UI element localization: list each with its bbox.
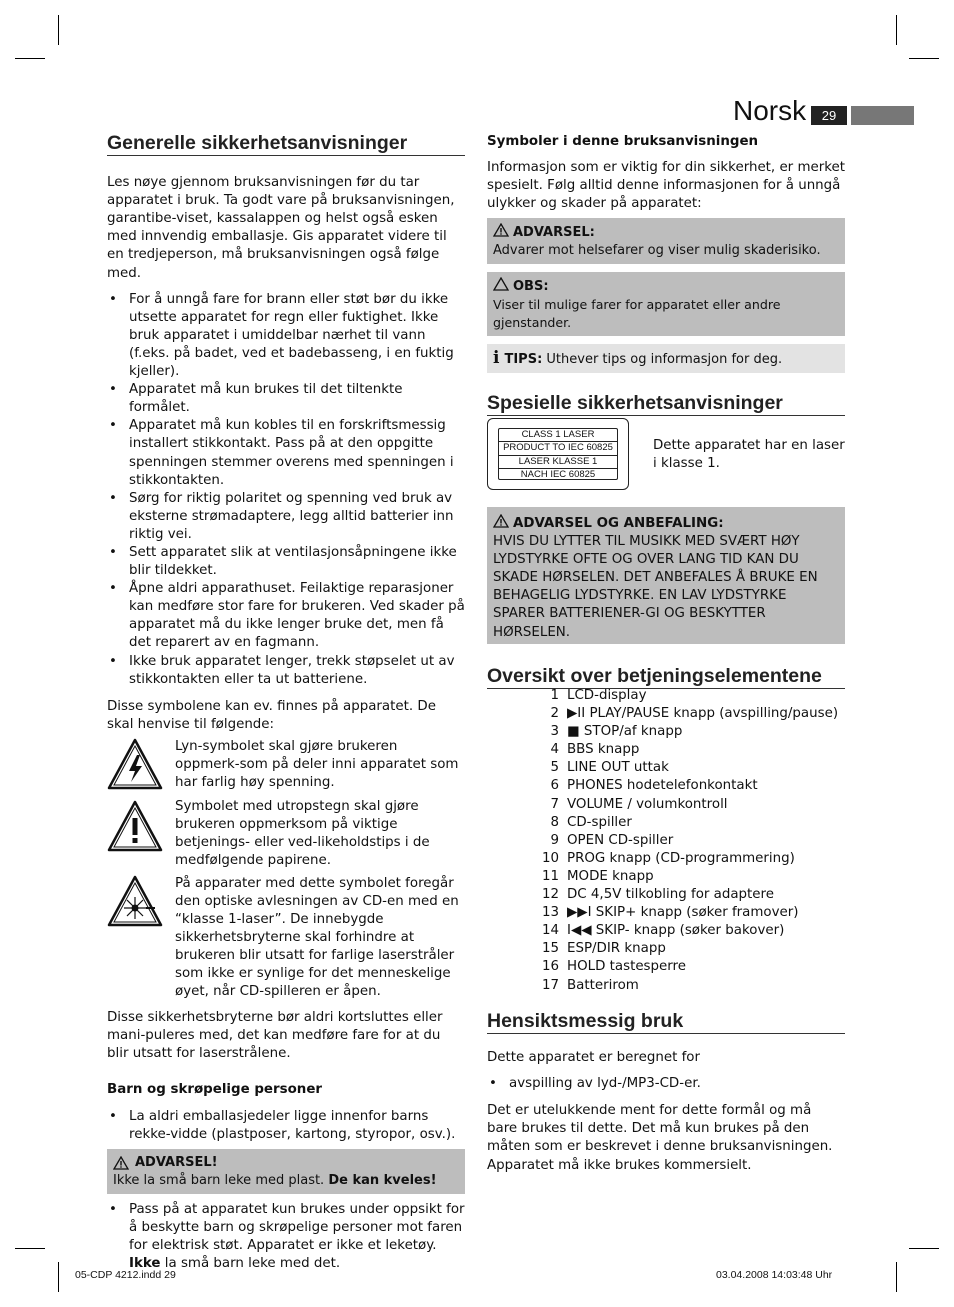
- symbol-row-exclamation: [107, 798, 465, 870]
- list-item: 4 BBS knapp: [550, 742, 640, 758]
- list-item: 7 VOLUME / volumkontroll: [550, 796, 728, 812]
- right-column-bottom: [487, 1012, 845, 1175]
- list-item: 15 ESP/DIR knapp: [541, 941, 666, 957]
- list-item: 17 Batterirom: [541, 977, 639, 993]
- section-title-special: Spesielle sikkerhetsanvisninger: [487, 394, 845, 416]
- crop-mark: [909, 1248, 939, 1249]
- symbol-text: På apparater med dette symbolet foregår den optiske avlesningen av CD-en med en “klasse 1-laser”. De innebygde sikkerhetsbryterne skal forhindre at brukeren blir utsatt for farlige laserstråler som ikke er synlige for det menneskelige øyet, når CD-spilleren er åpen.: [175, 875, 459, 1000]
- symbol-row-laser: [107, 875, 465, 1002]
- crop-mark: [896, 1262, 897, 1292]
- use-intro: Dette apparatet er beregnet for: [487, 1050, 700, 1066]
- list-item: • Apparatet må kun kobles til en forskriftsmessig installert stikkontakt. Pass på at den oppgitte spenningen stemmer overens med spenningen i stikkontakten.: [107, 417, 465, 489]
- header-bar: [851, 106, 914, 125]
- warning-text-bold: De kan kveles!: [328, 1172, 437, 1188]
- info-icon: i: [493, 348, 500, 369]
- symbol-text: Symbolet med utropstegn skal gjøre brukeren oppmerksom på viktige betjenings- eller ved-likeholdstips i de medfølgende papirene.: [175, 799, 430, 869]
- volume-warning-text: HVIS DU LYTTER TIL MUSIKK MED SVÆRT HØY LYDSTYRKE OFTE OG OVER LANG TID KAN DU SKADE HØRSELEN. DET ANBEFALES Å BRUKE EN BEHAGELIG LYDSTYRKE. EN LAV LYDSTYRKE SPARER BATTERIENER-GI OG BESKYTTER HØRSELEN.: [493, 534, 818, 640]
- crop-mark: [58, 15, 59, 45]
- list-item: 2 ▶II PLAY/PAUSE knapp (avspilling/pause): [550, 706, 839, 722]
- section-title-general: Generelle sikkerhetsanvisninger: [107, 134, 465, 156]
- warning-triangle-icon: [493, 514, 509, 528]
- warning-triangle-icon: [493, 223, 509, 237]
- list-item: 5 LINE OUT uttak: [550, 760, 669, 776]
- list-item: 8 CD-spiller: [550, 814, 632, 830]
- list-item: • Pass på at apparatet kun brukes under oppsikt for å beskytte barn og skrøpelige personer mot faren for elektrisk støt. Apparatet er ikke et leketøy. Ikke la små barn leke med det.: [107, 1201, 465, 1273]
- crop-mark: [909, 58, 939, 59]
- laser-class-label: [487, 418, 629, 490]
- list-item: 14 I◀◀ SKIP- knapp (søker bakover): [541, 923, 785, 939]
- list-item: 6 PHONES hodetelefonkontakt: [550, 778, 758, 794]
- lightning-warning-icon: [107, 738, 163, 790]
- warning-triangle-icon: [113, 1156, 129, 1170]
- laser-label-line: CLASS 1 LASER: [499, 429, 617, 442]
- list-item: • For å unngå fare for brann eller støt bør du ikke utsette apparatet for regn eller fuktighet. Ikke bruk apparatet i umiddelbar nærhet til vann (f.eks. på badet, ved et badebasseng, i en fuktig kjeller).: [107, 291, 465, 381]
- children-bullet-list-2: [107, 1201, 465, 1273]
- children-bullet-list: [107, 1108, 465, 1144]
- list-item: 10 PROG knapp (CD-programmering): [541, 850, 795, 866]
- intro-paragraph: Les nøye gjennom bruksanvisningen før du tar apparatet i bruk. Ta godt vare på bruksanvisningen, garantibe-viset, kassalappen og helst også esken med innvendig emballasje. Gis apparatet videre til en tredjeperson, må bruksanvisningen også følge med.: [107, 175, 455, 281]
- controls-list: [533, 687, 845, 995]
- laser-label-line: PRODUCT TO IEC 60825: [499, 442, 617, 455]
- page-language-title: Norsk: [733, 95, 807, 126]
- list-item: 9 OPEN CD-spiller: [550, 832, 674, 848]
- tips-label: TIPS:: [504, 352, 543, 368]
- symbols-intro: Disse symbolene kan ev. finnes på apparatet. De skal henvise til følgende:: [107, 698, 436, 732]
- symbols-intro-right: Informasjon som er viktig for din sikkerhet, er merket spesielt. Følg alltid denne informasjonen for å unngå ulykker og skader på apparatet:: [487, 160, 846, 212]
- crop-mark: [896, 15, 897, 45]
- list-item: 13 ▶▶I SKIP+ knapp (søker framover): [541, 905, 799, 921]
- footer-filename: 05-CDP 4212.indd 29: [75, 1269, 176, 1281]
- footer-timestamp: 03.04.2008 14:03:48 Uhr: [716, 1269, 833, 1281]
- list-item: • Apparatet må kun brukes til det tiltenkte formålet.: [107, 381, 465, 417]
- section-title-use: Hensiktsmessig bruk: [487, 1012, 845, 1034]
- crop-mark: [15, 58, 45, 59]
- laser-description: Dette apparatet har en laser i klasse 1.: [653, 438, 845, 472]
- warning-triangle-icon: [493, 277, 509, 291]
- switch-paragraph: Disse sikkerhetsbryterne bør aldri kortsluttes eller mani-puleres med, det kan medføre fare for at du blir utsatt for laserstrålene.: [107, 1010, 443, 1062]
- warning-text: Ikke la små barn leke med plast.: [113, 1172, 329, 1188]
- list-item: 1 LCD-display: [550, 688, 647, 703]
- obs-box: [487, 272, 845, 336]
- list-item: 3 ■ STOP/af knapp: [550, 724, 683, 740]
- volume-warning-label: ADVARSEL OG ANBEFALING:: [513, 516, 724, 531]
- tips-box: [487, 344, 845, 373]
- left-column: [107, 134, 465, 1273]
- advarsel-box: [487, 218, 845, 264]
- exclamation-warning-icon: [107, 800, 163, 852]
- symbol-text: Lyn-symbolet skal gjøre brukeren oppmerk-som på deler inni apparatet som har farlig høy spenning.: [175, 738, 459, 791]
- crop-mark: [15, 1248, 45, 1249]
- symbol-row-lightning: [107, 738, 465, 792]
- warning-box-plastic: [107, 1149, 465, 1194]
- volume-warning-box: [487, 507, 845, 644]
- symbols-heading: Symboler i denne bruksanvisningen: [487, 134, 759, 149]
- use-paragraph: Det er utelukkende ment for dette formål og må bare brukes til dette. Det må kun brukes på den måten som er beskrevet i denne bruksanvisningen. Apparatet må ikke brukes kommersielt.: [487, 1103, 833, 1173]
- list-item: • avspilling av lyd-/MP3-CD-er.: [487, 1075, 845, 1093]
- list-item: • La aldri emballasjedeler ligge innenfor barns rekke-vidde (plastposer, kartong, styropor, osv.).: [107, 1108, 465, 1144]
- list-item: 11 MODE knapp: [541, 868, 654, 884]
- crop-mark: [58, 1262, 59, 1292]
- right-column-lower: [487, 507, 845, 689]
- list-item: 12 DC 4,5V tilkobling for adaptere: [541, 887, 774, 903]
- page-number: 29: [811, 106, 847, 125]
- tips-text: Uthever tips og informasjon for deg.: [542, 352, 783, 368]
- advarsel-label: ADVARSEL:: [513, 225, 595, 241]
- laser-label-line: LASER KLASSE 1: [499, 456, 617, 469]
- list-item: • Åpne aldri apparathuset. Feilaktige reparasjoner kan medføre stor fare for brukeren. Ved skader på apparatet må du ikke lenger bruke det, men få det reparert av en fagmann.: [107, 580, 465, 652]
- use-bullet-list: [487, 1075, 845, 1093]
- list-item: • Sørg for riktig polaritet og spenning ved bruk av eksterne strømadaptere, legg alltid batterier inn riktig vei.: [107, 490, 465, 544]
- list-item: • Ikke bruk apparatet lenger, trekk støpselet ut av stikkontakten eller ta ut batteriene.: [107, 653, 465, 689]
- laser-label-line: NACH IEC 60825: [520, 468, 596, 480]
- children-heading: Barn og skrøpelige personer: [107, 1081, 323, 1097]
- obs-label: OBS:: [513, 279, 549, 295]
- obs-text: Viser til mulige farer for apparatet eller andre gjenstander.: [493, 297, 781, 331]
- right-column: [487, 133, 845, 416]
- warning-label: ADVARSEL!: [135, 1154, 218, 1170]
- laser-warning-icon: [107, 875, 163, 927]
- list-item: 16 HOLD tastesperre: [541, 959, 686, 975]
- section-title-overview: Oversikt over betjeningselementene: [487, 667, 845, 689]
- safety-bullet-list: [107, 291, 465, 689]
- list-item: • Sett apparatet slik at ventilasjonsåpningene ikke blir tildekket.: [107, 544, 465, 580]
- advarsel-text: Advarer mot helsefarer og viser mulig skaderisiko.: [493, 243, 821, 259]
